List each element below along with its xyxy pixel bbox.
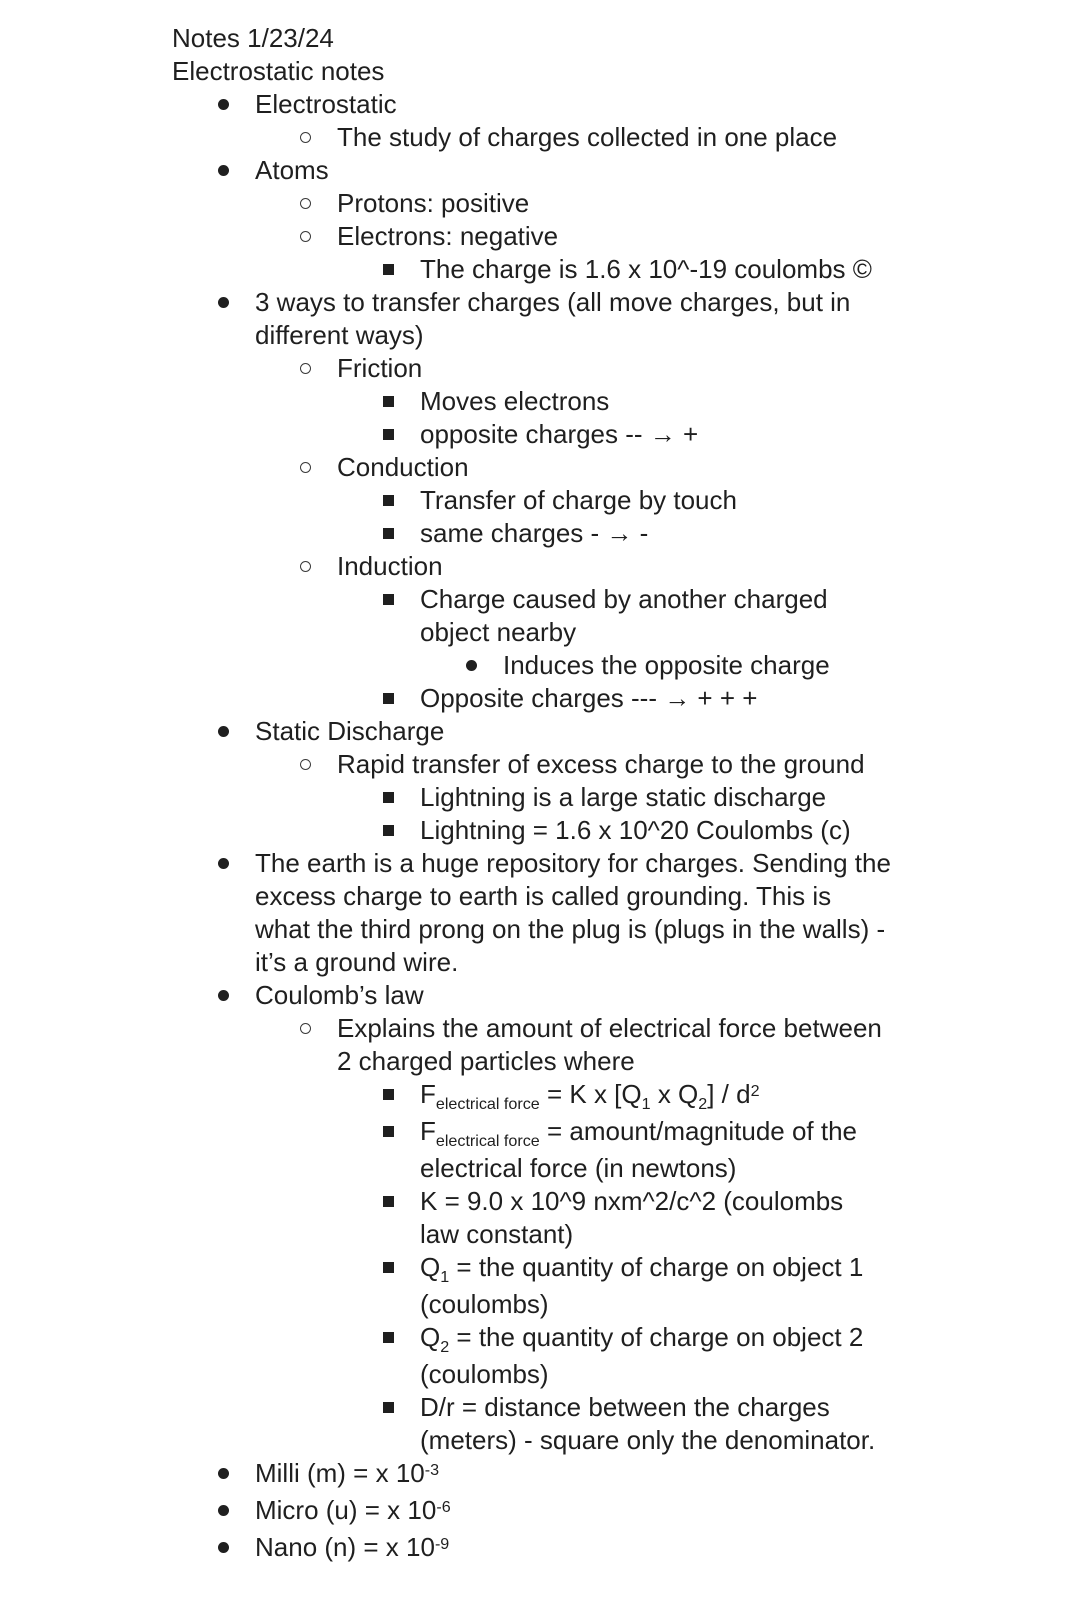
bullet-circle-icon: [300, 198, 311, 209]
text-run: ] / d: [707, 1079, 751, 1109]
text-run: 2 charged particles where: [337, 1046, 635, 1076]
list-item-text-line: [337, 220, 1040, 253]
text-run: Induction: [337, 551, 443, 581]
text-run-sup: 2: [750, 1081, 760, 1100]
list-item-text-line: [255, 88, 1040, 121]
list-item: [172, 418, 1040, 451]
text-run: Nano (n) = x 10: [255, 1532, 435, 1562]
list-item: [172, 253, 1040, 286]
text-run: Lightning is a large static discharge: [420, 782, 827, 812]
list-item-text-line: [172, 22, 1040, 55]
list-item-text-line: [420, 1218, 1040, 1251]
bullet-square-icon: [383, 693, 394, 704]
list-item-text-line: [255, 319, 1040, 352]
list-item: [172, 1185, 1040, 1251]
text-run: electrical force (in newtons): [420, 1153, 737, 1183]
text-run: Q: [420, 1252, 441, 1282]
list-item: [172, 550, 1040, 583]
text-run: Coulomb’s law: [255, 980, 424, 1010]
text-run: Notes 1/23/24: [172, 23, 334, 53]
text-run: = the quantity of charge on object 1: [449, 1252, 864, 1282]
list-item-text-line: [420, 583, 1040, 616]
bullet-circle-icon: [300, 1023, 311, 1034]
list-item-text-line: [255, 1531, 1040, 1568]
text-run: Milli (m) = x 10: [255, 1458, 425, 1488]
list-item: [172, 517, 1040, 550]
list-item: [172, 715, 1040, 748]
list-item-text-line: [420, 418, 1040, 451]
list-item-text-line: [255, 1457, 1040, 1494]
bullet-square-icon: [383, 825, 394, 836]
bullet-square-icon: [383, 495, 394, 506]
bullet-disc-icon: [218, 1468, 229, 1479]
list-item-text-line: [420, 484, 1040, 517]
text-run: K = 9.0 x 10^9 nxm^2/c^2 (coulombs: [420, 1186, 844, 1216]
list-item: [172, 814, 1040, 847]
list-item-text-line: [420, 385, 1040, 418]
text-run: Electrostatic: [255, 89, 397, 119]
list-item: [172, 583, 1040, 649]
list-item-text-line: [420, 1321, 1040, 1358]
text-run: Electrostatic notes: [172, 56, 385, 86]
bullet-square-icon: [383, 1262, 394, 1273]
list-item-text-line: [420, 1185, 1040, 1218]
list-item: [172, 1494, 1040, 1531]
list-item: [172, 979, 1040, 1012]
text-run: The study of charges collected in one place: [337, 122, 838, 152]
text-run: it’s a ground wire.: [255, 947, 459, 977]
list-item: [172, 649, 1040, 682]
text-run-sub: electrical force: [435, 1131, 540, 1150]
list-item-text-line: [337, 121, 1040, 154]
list-item-text-line: [255, 154, 1040, 187]
list-item-text-line: [420, 781, 1040, 814]
bullet-square-icon: [383, 1332, 394, 1343]
text-run: = the quantity of charge on object 2: [449, 1322, 864, 1352]
list-item-text-line: [420, 616, 1040, 649]
text-run: same charges - → -: [420, 518, 649, 548]
list-item: [172, 682, 1040, 715]
text-run: Protons: positive: [337, 188, 530, 218]
text-run: Opposite charges --- → + + +: [420, 683, 758, 713]
list-item-text-line: [420, 1424, 1040, 1457]
text-run: Static Discharge: [255, 716, 445, 746]
bullet-square-icon: [383, 792, 394, 803]
bullet-disc-icon: [218, 858, 229, 869]
text-run: Moves electrons: [420, 386, 610, 416]
text-run: law constant): [420, 1219, 574, 1249]
list-item-text-line: [255, 946, 1040, 979]
list-item-text-line: [255, 715, 1040, 748]
bullet-square-icon: [383, 1196, 394, 1207]
list-item-text-line: [420, 1251, 1040, 1288]
text-run-sub: 2: [698, 1094, 708, 1113]
text-run-sub: 2: [440, 1337, 450, 1356]
text-run: Rapid transfer of excess charge to the ground: [337, 749, 865, 779]
list-item: [172, 88, 1040, 121]
list-item: [172, 1078, 1040, 1115]
list-item-text-line: [255, 286, 1040, 319]
list-item-text-line: [255, 979, 1040, 1012]
list-item-text-line: [337, 1045, 1040, 1078]
list-item-text-line: [420, 1152, 1040, 1185]
list-item-text-line: [337, 748, 1040, 781]
bullet-disc-icon: [218, 990, 229, 1001]
bullet-circle-icon: [300, 759, 311, 770]
list-item: [172, 286, 1040, 352]
text-run: Atoms: [255, 155, 329, 185]
list-item-text-line: [337, 187, 1040, 220]
text-run: Induces the opposite charge: [503, 650, 830, 680]
text-run: Explains the amount of electrical force between: [337, 1013, 882, 1043]
list-item: [172, 1457, 1040, 1494]
text-run: The earth is a huge repository for charges. Sending the: [255, 848, 891, 878]
text-run: (meters) - square only the denominator.: [420, 1425, 876, 1455]
list-item-text-line: [337, 451, 1040, 484]
text-run: object nearby: [420, 617, 577, 647]
list-item: [172, 1251, 1040, 1321]
list-item-text-line: [503, 649, 1040, 682]
list-item: [172, 1531, 1040, 1568]
text-run: The charge is 1.6 x 10^-19 coulombs ©: [420, 254, 872, 284]
list-item-text-line: [420, 1078, 1040, 1115]
text-run: Micro (u) = x 10: [255, 1495, 437, 1525]
bullet-square-icon: [383, 1089, 394, 1100]
list-item: [172, 385, 1040, 418]
bullet-square-icon: [383, 1126, 394, 1137]
list-item: [172, 121, 1040, 154]
bullet-disc-icon: [218, 1542, 229, 1553]
bullet-circle-icon: [300, 363, 311, 374]
list-item-text-line: [420, 1288, 1040, 1321]
bullet-square-icon: [383, 396, 394, 407]
text-run: = K x [Q: [539, 1079, 642, 1109]
list-item-text-line: [337, 1012, 1040, 1045]
list-item: [172, 154, 1040, 187]
bullet-disc-icon: [218, 297, 229, 308]
list-item: [172, 847, 1040, 979]
text-run: Electrons: negative: [337, 221, 559, 251]
text-run: x Q: [650, 1079, 699, 1109]
bullet-circle-icon: [300, 132, 311, 143]
list-item: [172, 1391, 1040, 1457]
list-item-text-line: [255, 847, 1040, 880]
list-item: [172, 484, 1040, 517]
list-item: [172, 1115, 1040, 1185]
text-run-sub: 1: [440, 1267, 450, 1286]
text-run: opposite charges -- → +: [420, 419, 699, 449]
list-item: [172, 451, 1040, 484]
text-run: Conduction: [337, 452, 469, 482]
bullet-square-icon: [383, 528, 394, 539]
text-run: what the third prong on the plug is (plugs in the walls) -: [255, 914, 886, 944]
text-run-sup: -6: [436, 1497, 451, 1516]
bullet-disc-icon: [218, 726, 229, 737]
bullet-disc-icon: [466, 660, 477, 671]
list-item: [172, 187, 1040, 220]
list-item-text-line: [420, 253, 1040, 286]
list-item-text-line: [255, 913, 1040, 946]
list-item: [172, 352, 1040, 385]
list-item: [172, 1321, 1040, 1391]
text-run: = amount/magnitude of the: [539, 1116, 858, 1146]
bullet-square-icon: [383, 264, 394, 275]
document-body: [172, 22, 1040, 1568]
list-item-text-line: [255, 1494, 1040, 1531]
bullet-circle-icon: [300, 462, 311, 473]
text-run: Friction: [337, 353, 423, 383]
text-run-sup: -3: [424, 1460, 440, 1479]
bullet-square-icon: [383, 594, 394, 605]
text-run: F: [420, 1116, 436, 1146]
text-run: (coulombs): [420, 1289, 549, 1319]
list-item-text-line: [420, 1115, 1040, 1152]
list-item-text-line: [420, 1391, 1040, 1424]
text-run: excess charge to earth is called grounding. This is: [255, 881, 832, 911]
text-run: different ways): [255, 320, 424, 350]
text-run: (coulombs): [420, 1359, 549, 1389]
bullet-square-icon: [383, 1402, 394, 1413]
list-item-text-line: [337, 352, 1040, 385]
text-run: Q: [420, 1322, 441, 1352]
text-run: 3 ways to transfer charges (all move charges, but in: [255, 287, 851, 317]
text-run-sub: electrical force: [435, 1094, 540, 1113]
bullet-disc-icon: [218, 1505, 229, 1516]
list-item-text-line: [420, 814, 1040, 847]
bullet-disc-icon: [218, 99, 229, 110]
list-item: [172, 1012, 1040, 1078]
text-run-sup: -9: [434, 1534, 450, 1553]
bullet-circle-icon: [300, 561, 311, 572]
text-run: D/r = distance between the charges: [420, 1392, 830, 1422]
list-item-text-line: [420, 1358, 1040, 1391]
text-run: Charge caused by another charged: [420, 584, 828, 614]
list-item: [172, 781, 1040, 814]
list-item-text-line: [172, 55, 1040, 88]
list-item-text-line: [337, 550, 1040, 583]
list-item: [172, 748, 1040, 781]
bullet-square-icon: [383, 429, 394, 440]
list-item: [172, 55, 1040, 88]
list-item: [172, 220, 1040, 253]
list-item: [172, 22, 1040, 55]
list-item-text-line: [420, 517, 1040, 550]
bullet-circle-icon: [300, 231, 311, 242]
text-run: Transfer of charge by touch: [420, 485, 737, 515]
bullet-disc-icon: [218, 165, 229, 176]
list-item-text-line: [420, 682, 1040, 715]
text-run-sub: 1: [641, 1094, 651, 1113]
text-run: F: [420, 1079, 436, 1109]
list-item-text-line: [255, 880, 1040, 913]
text-run: Lightning = 1.6 x 10^20 Coulombs (c): [420, 815, 851, 845]
